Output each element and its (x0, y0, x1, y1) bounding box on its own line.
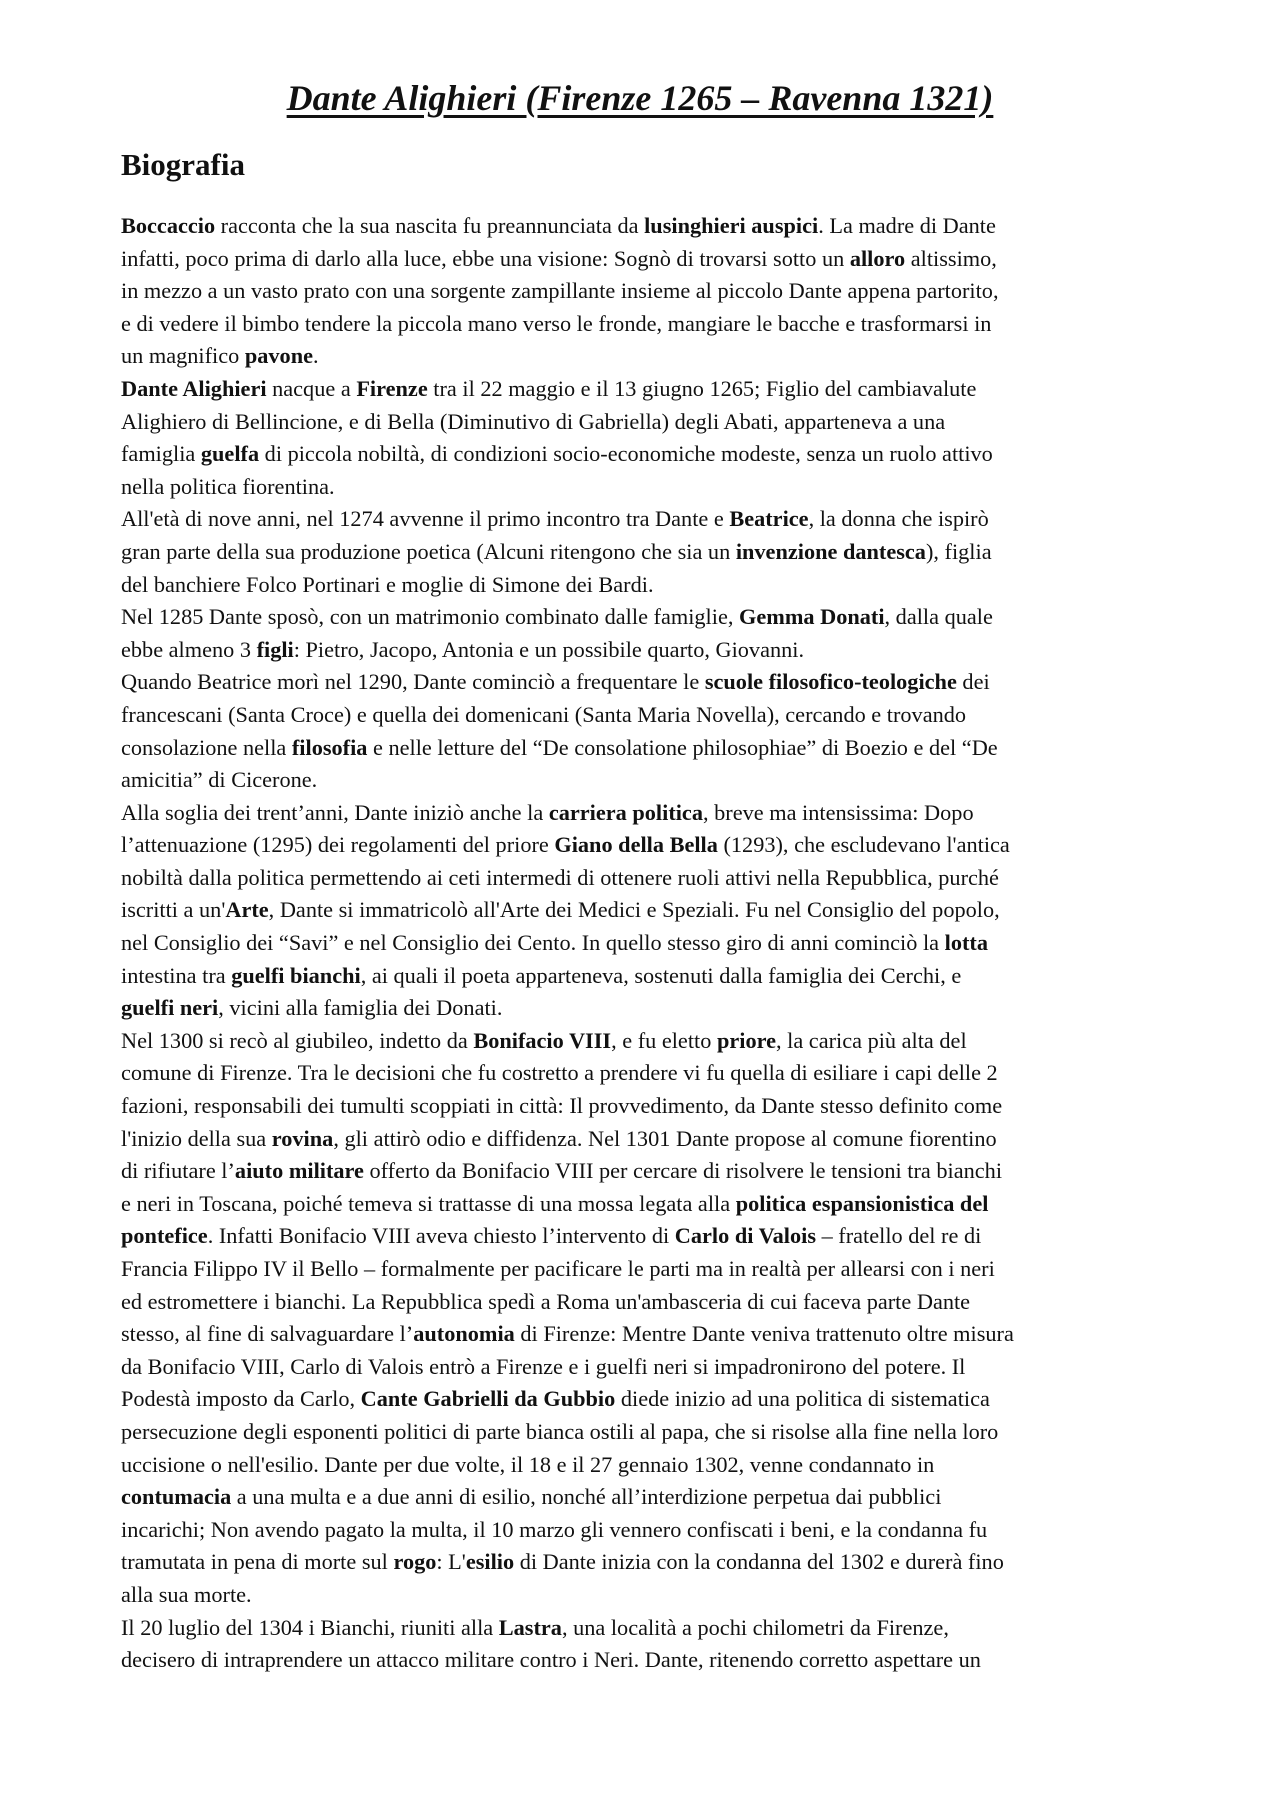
text-line (121, 894, 1171, 927)
text-line (121, 601, 1171, 634)
paragraph (121, 797, 1171, 1025)
bold-term: guelfi neri (121, 995, 219, 1021)
bold-term: guelfa (200, 441, 260, 467)
bold-term: carriera politica (548, 799, 703, 825)
text-run: tra il 22 maggio e il 13 giugno 1265; Figlio del cambiavalute (427, 375, 977, 401)
text-run: . La madre di Dante (818, 213, 996, 238)
text-line (121, 406, 1171, 439)
text-run: – fratello del re di (816, 1223, 982, 1249)
text-run: . Infatti Bonifacio VIII aveva chiesto l’intervento di (207, 1223, 675, 1249)
bold-term: Beatrice (729, 506, 809, 532)
text-run: da Bonifacio VIII, Carlo di Valois entrò a Firenze e i guelfi neri si impadronirono del potere. Il (121, 1353, 966, 1379)
text-run: altissimo, (905, 245, 997, 271)
document-title: Dante Alighieri (Firenze 1265 – Ravenna 1321) (286, 78, 994, 118)
text-run: alla sua morte. (121, 1581, 252, 1607)
text-line (121, 797, 1171, 830)
text-line (121, 1612, 1171, 1645)
text-run: Alla soglia dei trent’anni, Dante iniziò anche la (121, 799, 549, 825)
text-run: l’attenuazione (1295) dei regolamenti del priore (121, 832, 555, 858)
text-line (121, 927, 1171, 960)
bold-term: Lastra (498, 1614, 562, 1640)
bold-term: autonomia (413, 1321, 515, 1347)
text-run: Francia Filippo IV il Bello – formalmente per pacificare le parti ma in realtà per allearsi con i neri (121, 1256, 995, 1281)
text-run: di Dante inizia con la condanna del 1302 e durerà fino (514, 1549, 1004, 1575)
text-run: , gli attirò odio e diffidenza. Nel 1301 Dante propose al comune fiorentino (333, 1125, 997, 1151)
text-run: famiglia (121, 441, 201, 467)
text-line (121, 373, 1171, 406)
text-run: , ai quali il poeta apparteneva, sostenuti dalla famiglia dei Cerchi, e (360, 962, 962, 988)
text-line (121, 992, 1171, 1025)
text-line (121, 243, 1171, 276)
text-line (121, 1514, 1171, 1547)
text-line (121, 275, 1171, 308)
paragraph (121, 503, 1171, 601)
text-run: , Dante si immatricolò all'Arte dei Medici e Speziali. Fu nel Consiglio del popolo, (268, 897, 1000, 923)
text-line (121, 471, 1171, 504)
text-run: un magnifico (121, 343, 245, 369)
bold-term: Giano della Bella (554, 832, 718, 858)
text-run: di rifiutare l’ (121, 1158, 235, 1184)
text-line (121, 862, 1171, 895)
paragraph (121, 210, 1171, 373)
text-line (121, 960, 1171, 993)
text-run: gran parte della sua produzione poetica (Alcuni ritengono che sia un (121, 538, 736, 564)
text-run: , e fu eletto (611, 1027, 717, 1053)
text-run: Nel 1285 Dante sposò, con un matrimonio combinato dalle famiglie, (121, 604, 739, 630)
text-line (121, 1155, 1171, 1188)
text-run: l'inizio della sua (121, 1125, 272, 1151)
document-body (121, 210, 1171, 1677)
text-line (121, 1351, 1171, 1384)
text-run: stesso, al fine di salvaguardare l’ (121, 1321, 414, 1347)
text-run: e neri in Toscana, poiché temeva si trattasse di una mossa legata alla (121, 1190, 736, 1216)
text-line (121, 536, 1171, 569)
text-run: nella politica fiorentina. (121, 473, 335, 499)
paragraph (121, 1612, 1171, 1677)
text-run: , vicini alla famiglia dei Donati. (218, 995, 503, 1021)
text-run: racconta che la sua nascita fu preannunciata da (215, 213, 645, 238)
text-line (121, 1057, 1171, 1090)
text-line (121, 1220, 1171, 1253)
text-line (121, 1546, 1171, 1579)
text-line (121, 308, 1171, 341)
paragraph (121, 666, 1171, 796)
text-line (121, 210, 1171, 243)
text-run: tramutata in pena di morte sul (121, 1549, 394, 1575)
text-run: amicitia” di Cicerone. (121, 767, 318, 793)
text-run: in mezzo a un vasto prato con una sorgente zampillante insieme al piccolo Dante appena partorito, (121, 278, 999, 304)
bold-term: invenzione dantesca (735, 538, 926, 564)
bold-term: alloro (849, 245, 906, 271)
text-run: persecuzione degli esponenti politici di parte bianca ostili al papa, che si risolse alla fine nella loro (121, 1418, 999, 1444)
text-run: del banchiere Folco Portinari e moglie di Simone dei Bardi. (121, 571, 654, 597)
text-line (121, 699, 1171, 732)
bold-term: Dante Alighieri (121, 375, 267, 401)
text-line (121, 1579, 1171, 1612)
text-line (121, 1318, 1171, 1351)
section-heading-biografia: Biografia (121, 147, 245, 182)
text-run: infatti, poco prima di darlo alla luce, ebbe una visione: Sognò di trovarsi sotto un (121, 245, 850, 271)
text-run: diede inizio ad una politica di sistematica (615, 1386, 990, 1412)
text-run: Podestà imposto da Carlo, (121, 1386, 361, 1412)
bold-term: Bonifacio VIII (473, 1027, 612, 1053)
text-run: comune di Firenze. Tra le decisioni che fu costretto a prendere vi fu quella di esiliare i capi delle 2 (121, 1060, 998, 1086)
text-run: fazioni, responsabili dei tumulti scoppiati in città: Il provvedimento, da Dante stesso definito come (121, 1093, 1003, 1119)
bold-term: figli (256, 636, 294, 662)
text-line (121, 829, 1171, 862)
text-line (121, 1383, 1171, 1416)
paragraph (121, 373, 1171, 503)
text-run: ed estromettere i bianchi. La Repubblica spedì a Roma un'ambasceria di cui faceva parte Dante (121, 1288, 971, 1314)
text-run: dei (956, 669, 990, 695)
bold-term: lotta (944, 930, 988, 956)
text-line (121, 1090, 1171, 1123)
text-run: uccisione o nell'esilio. Dante per due volte, il 18 e il 27 gennaio 1302, venne condannato in (121, 1451, 935, 1477)
text-run: : Pietro, Jacopo, Antonia e un possibile quarto, Giovanni. (293, 636, 805, 662)
text-run: Alighiero di Bellincione, e di Bella (Diminutivo di Gabriella) degli Abati, apparteneva a una (121, 408, 946, 434)
text-line (121, 1188, 1171, 1221)
text-run: , la donna che ispirò (808, 506, 989, 532)
bold-term: rovina (271, 1125, 334, 1151)
bold-term: rogo (393, 1549, 437, 1575)
text-run: , una località a pochi chilometri da Firenze, (561, 1614, 949, 1640)
text-line (121, 438, 1171, 471)
text-run: incarichi; Non avendo pagato la multa, il 10 marzo gli vennero confiscati i beni, e la condanna fu (121, 1516, 988, 1542)
paragraph (121, 601, 1171, 666)
text-run: (1293), che escludevano l'antica (717, 832, 1010, 858)
bold-term: Gemma Donati (739, 604, 885, 630)
text-line (121, 1416, 1171, 1449)
text-run: intestina tra (121, 962, 232, 988)
text-line (121, 1025, 1171, 1058)
text-line (121, 1644, 1171, 1677)
text-line (121, 1253, 1171, 1286)
bold-term: Carlo di Valois (674, 1223, 816, 1249)
bold-term: Arte (225, 897, 269, 923)
text-run: e nelle letture del “De consolatione philosophiae” di Boezio e del “De (367, 734, 998, 760)
text-run: ebbe almeno 3 (121, 636, 257, 662)
bold-term: filosofia (291, 734, 368, 760)
bold-term: esilio (465, 1549, 515, 1575)
text-run: Nel 1300 si recò al giubileo, indetto da (121, 1027, 474, 1053)
bold-term: guelfi bianchi (231, 962, 361, 988)
text-run: consolazione nella (121, 734, 292, 760)
text-line (121, 1449, 1171, 1482)
bold-term: lusinghieri auspici (644, 213, 819, 238)
bold-term: pontefice (121, 1223, 208, 1249)
text-run: francescani (Santa Croce) e quella dei domenicani (Santa Maria Novella), cercando e trovando (121, 701, 967, 727)
text-line (121, 666, 1171, 699)
text-run: nacque a (266, 375, 357, 401)
bold-term: politica espansionistica del (735, 1190, 989, 1216)
text-run: a una multa e a due anni di esilio, nonché all’interdizione perpetua dai pubblici (231, 1484, 942, 1510)
text-run: nel Consiglio dei “Savi” e nel Consiglio dei Cento. In quello stesso giro di anni cominciò la (121, 930, 945, 956)
text-run: e di vedere il bimbo tendere la piccola mano verso le fronde, mangiare le bacche e trasformarsi in (121, 310, 992, 336)
text-run: decisero di intraprendere un attacco militare contro i Neri. Dante, ritenendo corretto aspettare un (121, 1647, 981, 1673)
text-line (121, 340, 1171, 373)
text-run: All'età di nove anni, nel 1274 avvenne il primo incontro tra Dante e (121, 506, 730, 532)
paragraph (121, 1025, 1171, 1612)
text-run: , dalla quale (884, 604, 993, 630)
text-line (121, 1123, 1171, 1156)
text-line (121, 732, 1171, 765)
bold-term: aiuto militare (234, 1158, 364, 1184)
text-run: offerto da Bonifacio VIII per cercare di risolvere le tensioni tra bianchi (363, 1158, 1003, 1184)
text-run: Quando Beatrice morì nel 1290, Dante cominciò a frequentare le (121, 669, 705, 695)
text-line (121, 1286, 1171, 1319)
text-run: , breve ma intensissima: Dopo (702, 799, 974, 825)
text-line (121, 569, 1171, 602)
text-run: nobiltà dalla politica permettendo ai ceti intermedi di ottenere ruoli attivi nella Repubblica, purché (121, 864, 999, 890)
text-run: di Firenze: Mentre Dante veniva trattenuto oltre misura (514, 1321, 1014, 1347)
bold-term: pavone (244, 343, 313, 369)
bold-term: scuole filosofico-teologiche (704, 669, 957, 695)
text-run: . (313, 343, 319, 369)
text-line (121, 1481, 1171, 1514)
bold-term: contumacia (121, 1484, 232, 1510)
text-run: , la carica più alta del (775, 1027, 967, 1053)
bold-term: Firenze (356, 375, 428, 401)
text-line (121, 634, 1171, 667)
text-run: : L' (436, 1549, 466, 1575)
text-run: di piccola nobiltà, di condizioni socio-economiche modeste, senza un ruolo attivo (259, 441, 993, 467)
text-line (121, 503, 1171, 536)
bold-term: Boccaccio (121, 213, 216, 238)
bold-term: Cante Gabrielli da Gubbio (360, 1386, 616, 1412)
text-run: iscritti a un' (121, 897, 226, 923)
text-run: ), figlia (925, 538, 992, 564)
text-line (121, 764, 1171, 797)
text-run: Il 20 luglio del 1304 i Bianchi, riuniti alla (121, 1614, 499, 1640)
bold-term: priore (716, 1027, 776, 1053)
